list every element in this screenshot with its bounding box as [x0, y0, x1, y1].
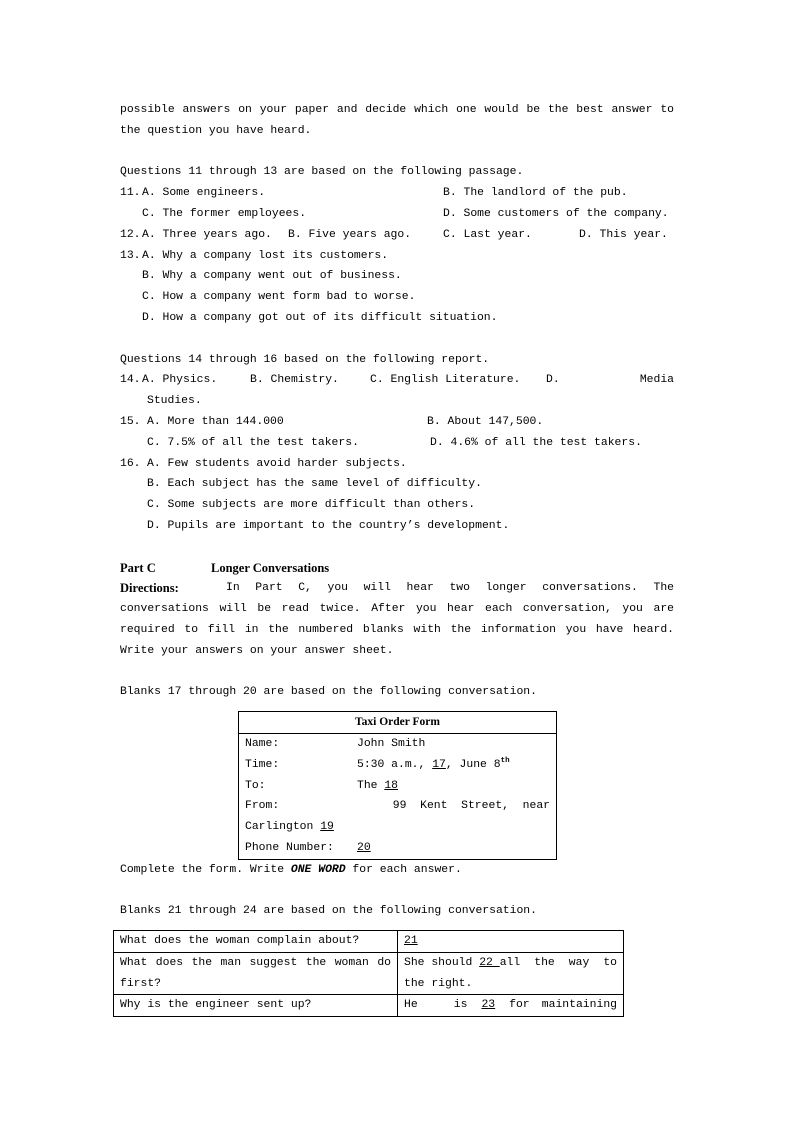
from-cont-text: Carlington	[245, 821, 321, 834]
taxi-order-form	[238, 711, 557, 860]
row3-question: Why is the engineer sent up?	[114, 995, 398, 1017]
name-row	[245, 734, 550, 755]
row2-answer-suffix: all the way to	[499, 956, 617, 969]
q14-option-d-word2: Studies.	[147, 395, 202, 408]
to-prefix: The	[357, 779, 385, 792]
q15-option-a: A. More than 144.000	[147, 415, 284, 428]
row3-answer-suffix: for maintaining	[509, 999, 617, 1012]
spacer	[120, 142, 674, 163]
time-prefix: 5:30 a.m.,	[357, 758, 433, 771]
phone-row	[245, 838, 550, 859]
q12-option-d: D. This year.	[579, 228, 668, 241]
directions-line-4: Write your answers on your answer sheet.	[120, 644, 394, 657]
blank-20: 20	[357, 841, 371, 854]
row2-question-line2: first?	[120, 977, 162, 990]
row2-answer-line1	[404, 953, 617, 974]
from-continuation	[245, 817, 550, 838]
row3-answer-prefix: He is	[404, 999, 468, 1012]
question-13	[120, 246, 674, 329]
q14-option-c: C. English Literature.	[370, 374, 521, 387]
spacer	[120, 662, 674, 683]
blank-17: 17	[432, 758, 446, 771]
q13-option-a: A. Why a company lost its customers.	[142, 249, 389, 262]
time-value	[357, 755, 550, 776]
q15-option-b: B. About 147,500.	[427, 415, 544, 428]
q11-option-b: B. The landlord of the pub.	[443, 187, 628, 200]
question-15	[120, 412, 674, 454]
from-label: From:	[245, 800, 280, 813]
q14-option-d-word1: Media	[639, 374, 674, 387]
q12-option-c: C. Last year.	[443, 228, 532, 241]
row2-answer-line2: the right.	[404, 977, 473, 990]
q13-option-d: D. How a company got out of its difficult situation.	[142, 311, 498, 324]
blank-19: 19	[320, 821, 334, 834]
part-c-label: Part C	[120, 560, 156, 575]
row2-answer	[398, 952, 624, 995]
time-suffix: , June 8	[445, 758, 501, 771]
row2-question-line1: What does the man suggest the woman do	[120, 956, 391, 969]
section2-heading: Questions 14 through 16 based on the following report.	[120, 353, 490, 366]
table-row	[114, 952, 624, 995]
table-row	[114, 995, 624, 1017]
section1-heading: Questions 11 through 13 are based on the following passage.	[120, 166, 524, 179]
blank-22: 22	[479, 956, 500, 969]
q15-option-c: C. 7.5% of all the test takers.	[147, 436, 359, 449]
instruction-prefix: Complete the form. Write	[120, 863, 291, 876]
q14-number: 14.	[120, 374, 141, 387]
to-value	[357, 776, 550, 797]
spacer	[120, 329, 674, 350]
q11-option-a: A. Some engineers.	[142, 187, 266, 200]
blanks2-heading: Blanks 21 through 24 are based on the following conversation.	[120, 905, 537, 918]
instruction-suffix: for each answer.	[345, 863, 462, 876]
phone-label: Phone Number:	[245, 841, 334, 854]
q16-number: 16.	[120, 457, 141, 470]
part-c-title: Longer Conversations	[211, 560, 330, 575]
question-16	[120, 454, 674, 537]
taxi-form-body	[239, 733, 557, 859]
blank-21: 21	[404, 935, 418, 948]
instruction-emphasis: ONE WORD	[290, 863, 346, 876]
q16-option-b: B. Each subject has the same level of difficulty.	[147, 478, 482, 491]
q14-option-d-letter: D.	[546, 374, 560, 387]
q14-option-a: A. Physics.	[142, 374, 218, 387]
q14-option-b: B. Chemistry.	[250, 374, 339, 387]
directions-first-row	[120, 578, 674, 599]
name-label: Name:	[245, 737, 280, 750]
q12-number: 12.	[120, 228, 141, 241]
row2-question	[114, 952, 398, 995]
form-instruction	[120, 860, 674, 881]
blanks1-heading: Blanks 17 through 20 are based on the following conversation.	[120, 686, 537, 699]
directions-line-3: required to fill in the numbered blanks with the information you have heard.	[120, 623, 674, 636]
q13-option-c: C. How a company went form bad to worse.	[142, 291, 416, 304]
q13-option-b: B. Why a company went out of business.	[142, 270, 402, 283]
question-14	[120, 370, 674, 412]
row3-answer	[398, 995, 624, 1017]
part-c-header	[120, 558, 674, 579]
time-row	[245, 755, 550, 776]
spacer	[120, 537, 674, 558]
intro-line-2: the question you have heard.	[120, 124, 312, 137]
from-row	[245, 796, 550, 817]
q15-number: 15.	[120, 415, 141, 428]
row2-answer-prefix: She should	[404, 956, 480, 969]
name-value: John Smith	[357, 737, 426, 750]
directions-line-2: conversations will be read twice. After you hear each conversation, you are	[120, 603, 674, 616]
taxi-form-title: Taxi Order Form	[239, 712, 557, 734]
row1-question: What does the woman complain about?	[114, 931, 398, 953]
q13-number: 13.	[120, 249, 141, 262]
intro-line-1: possible answers on your paper and decide which one would be the best answer to	[120, 104, 674, 116]
to-row	[245, 776, 550, 797]
spacer	[120, 880, 674, 901]
blank-18: 18	[384, 779, 399, 792]
conversation-table	[113, 930, 624, 1017]
q15-option-d: D. 4.6% of all the test takers.	[430, 436, 642, 449]
blank-23: 23	[481, 999, 496, 1012]
q16-option-c: C. Some subjects are more difficult than others.	[147, 499, 476, 512]
q16-option-d: D. Pupils are important to the country’s development.	[147, 519, 510, 532]
question-11	[120, 183, 674, 225]
directions-label: Directions:	[120, 581, 179, 596]
q12-option-a: A. Three years ago.	[142, 228, 272, 241]
from-value: 99 Kent Street, near	[392, 800, 550, 813]
q11-number: 11.	[120, 187, 141, 200]
q12-option-b: B. Five years ago.	[288, 228, 412, 241]
document-page	[120, 100, 674, 1017]
time-superscript: th	[500, 756, 510, 765]
row1-answer	[398, 931, 624, 953]
time-label: Time:	[245, 758, 280, 771]
table-row	[114, 931, 624, 953]
q11-option-d: D. Some customers of the company.	[443, 207, 669, 220]
q11-option-c: C. The former employees.	[142, 207, 307, 220]
directions-line-1: In Part C, you will hear two longer conversations. The	[226, 582, 674, 595]
q16-option-a: A. Few students avoid harder subjects.	[147, 457, 407, 470]
question-12	[120, 225, 674, 246]
to-label: To:	[245, 779, 266, 792]
